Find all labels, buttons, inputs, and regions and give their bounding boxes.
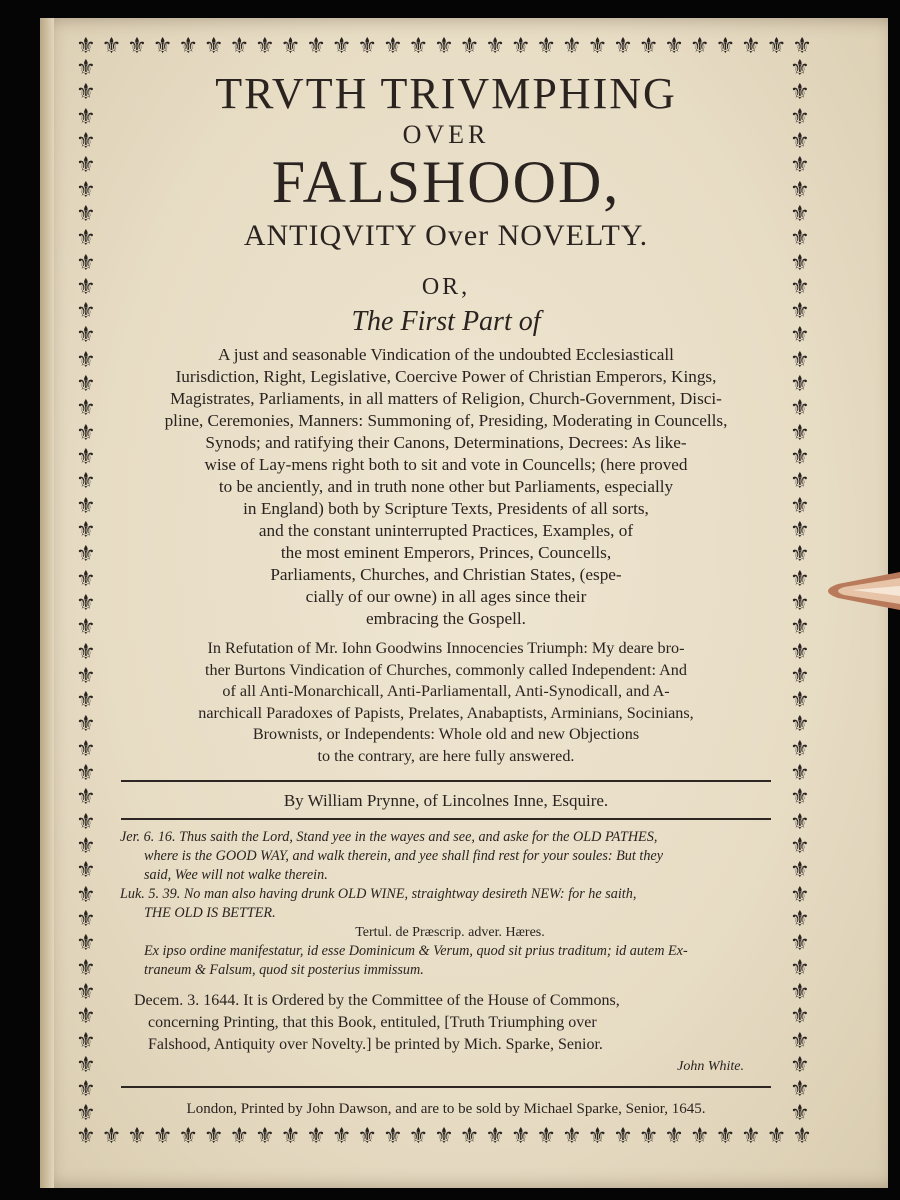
fleuron-icon: ⚜	[790, 566, 810, 592]
fleuron-icon: ⚜	[76, 80, 96, 106]
refutation-line: In Refutation of Mr. Iohn Goodwins Innocencies Triumph: My deare bro-	[207, 639, 685, 657]
fleuron-icon: ⚜	[790, 274, 810, 300]
fleuron-icon: ⚜	[485, 1126, 505, 1148]
imprint-line: London, Printed by John Dawson, and are to be sold by Michael Sparke, Senior, 1645.	[186, 1100, 706, 1117]
fleuron-icon: ⚜	[229, 36, 250, 58]
title-line-4: ANTIQVITY Over NOVELTY.	[243, 219, 649, 252]
divider-rule	[121, 818, 771, 820]
fleuron-icon: ⚜	[76, 250, 96, 276]
fleuron-icon: ⚜	[152, 36, 173, 58]
fleuron-icon: ⚜	[76, 834, 96, 859]
fleuron-icon: ⚜	[76, 493, 96, 519]
fleuron-icon: ⚜	[434, 36, 454, 58]
fleuron-icon: ⚜	[790, 590, 810, 616]
fleuron-icon: ⚜	[790, 517, 810, 543]
fleuron-icon: ⚜	[689, 1126, 710, 1148]
fleuron-icon: ⚜	[790, 1004, 810, 1030]
order-line: Decem. 3. 1644. It is Ordered by the Committee of the House of Commons,	[134, 991, 620, 1009]
fleuron-icon: ⚜	[790, 153, 810, 179]
fleuron-icon: ⚜	[76, 1126, 96, 1148]
description-line: wise of Lay-mens right both to sit and vote in Councells; (here proved	[204, 455, 688, 474]
fleuron-icon: ⚜	[280, 36, 301, 58]
latin-line: traneum & Falsum, quod sit posterius immissum.	[144, 961, 424, 978]
fleuron-icon: ⚜	[510, 36, 531, 58]
fleuron-icon: ⚜	[76, 906, 96, 932]
fleuron-icon: ⚜	[76, 615, 96, 641]
page-pin-icon	[818, 566, 900, 616]
fleuron-icon: ⚜	[306, 36, 326, 58]
fleuron-icon: ⚜	[76, 736, 96, 762]
fleuron-icon: ⚜	[790, 761, 810, 787]
fleuron-icon: ⚜	[664, 36, 685, 58]
fleuron-icon: ⚜	[459, 1126, 480, 1148]
fleuron-icon: ⚜	[255, 36, 275, 58]
fleuron-icon: ⚜	[178, 1126, 199, 1148]
fleuron-icon: ⚜	[76, 955, 96, 981]
fleuron-icon: ⚜	[331, 1126, 352, 1148]
fleuron-icon: ⚜	[76, 36, 96, 58]
fleuron-icon: ⚜	[664, 1126, 685, 1148]
fleuron-icon: ⚜	[613, 1126, 633, 1148]
fleuron-icon: ⚜	[203, 1126, 224, 1148]
fleuron-icon: ⚜	[76, 785, 96, 811]
author-line: By William Prynne, of Lincolnes Inne, Esquire.	[283, 790, 609, 810]
fleuron-icon: ⚜	[790, 1028, 810, 1054]
fleuron-icon: ⚜	[306, 1126, 326, 1148]
fleuron-icon: ⚜	[790, 736, 810, 762]
fleuron-icon: ⚜	[790, 785, 810, 811]
fleuron-icon: ⚜	[76, 931, 96, 957]
fleuron-icon: ⚜	[790, 493, 810, 519]
fleuron-icon: ⚜	[790, 445, 810, 470]
fleuron-icon: ⚜	[408, 36, 429, 58]
fleuron-icon: ⚜	[76, 323, 96, 349]
fleuron-icon: ⚜	[101, 36, 122, 58]
fleuron-icon: ⚜	[741, 36, 761, 58]
fleuron-icon: ⚜	[790, 177, 810, 203]
description-line: and the constant uninterrupted Practices, Examples, of	[258, 521, 634, 540]
fleuron-icon: ⚜	[280, 1126, 301, 1148]
fleuron-icon: ⚜	[331, 36, 352, 58]
page-gutter	[40, 18, 54, 1188]
description-line: cially of our owne) in all ages since their	[305, 587, 587, 606]
fleuron-icon: ⚜	[790, 58, 810, 81]
fleuron-icon: ⚜	[790, 834, 810, 859]
fleuron-icon: ⚜	[76, 566, 96, 592]
order-line: Falshood, Antiquity over Novelty.] be printed by Mich. Sparke, Senior.	[148, 1035, 603, 1053]
fleuron-icon: ⚜	[101, 1126, 122, 1148]
description-line: Synods; and ratifying their Canons, Determinations, Decrees: As like-	[205, 433, 687, 452]
fleuron-icon: ⚜	[76, 882, 96, 908]
quote-line: THE OLD IS BETTER.	[144, 904, 276, 921]
fleuron-icon: ⚜	[178, 36, 199, 58]
fleuron-icon: ⚜	[76, 372, 96, 398]
fleuron-icon: ⚜	[766, 36, 787, 58]
scripture-quotes	[120, 828, 780, 980]
fleuron-icon: ⚜	[790, 372, 810, 398]
signature: John White.	[677, 1058, 744, 1074]
fleuron-icon: ⚜	[127, 1126, 147, 1148]
refutation-line: of all Anti-Monarchicall, Anti-Parliamentall, Anti-Synodicall, and A-	[222, 682, 670, 701]
fleuron-icon: ⚜	[76, 153, 96, 179]
fleuron-icon: ⚜	[536, 36, 557, 58]
fleuron-icon: ⚜	[790, 955, 810, 981]
fleuron-icon: ⚜	[255, 1126, 275, 1148]
refutation-block	[110, 638, 782, 768]
fleuron-icon: ⚜	[76, 542, 96, 568]
fleuron-icon: ⚜	[790, 1077, 810, 1103]
fleuron-icon: ⚜	[790, 201, 810, 227]
fleuron-icon: ⚜	[587, 1126, 608, 1148]
description-line: Magistrates, Parliaments, in all matters of Religion, Church-Government, Disci-	[170, 389, 722, 408]
fleuron-icon: ⚜	[434, 1126, 454, 1148]
description-line: pline, Ceremonies, Manners: Summoning of, Presiding, Moderating in Councells,	[164, 411, 728, 430]
description-line: the most eminent Emperors, Princes, Councells,	[280, 543, 612, 562]
tertullian-citation: Tertul. de Præscrip. adver. Hæres.	[355, 924, 545, 940]
fleuron-icon: ⚜	[76, 104, 96, 130]
fleuron-icon: ⚜	[76, 445, 96, 470]
fleuron-icon: ⚜	[229, 1126, 250, 1148]
fleuron-icon: ⚜	[790, 615, 810, 641]
fleuron-icon: ⚜	[76, 1077, 96, 1103]
fleuron-icon: ⚜	[790, 323, 810, 349]
fleuron-icon: ⚜	[536, 1126, 557, 1148]
fleuron-icon: ⚜	[76, 226, 96, 252]
title-page-text	[110, 64, 782, 1124]
fleuron-icon: ⚜	[741, 1126, 761, 1148]
latin-line: Ex ipso ordine manifestatur, id esse Dominicum & Verum, quod sit prius traditum; id autem Ex-	[144, 942, 688, 959]
fleuron-icon: ⚜	[790, 420, 810, 446]
fleuron-icon: ⚜	[76, 979, 96, 1005]
description-line: Parliaments, Churches, and Christian States, (espe-	[270, 565, 622, 584]
border-top	[76, 36, 812, 58]
fleuron-icon: ⚜	[790, 712, 810, 738]
fleuron-icon: ⚜	[790, 663, 810, 689]
quote-line: Jer. 6. 16. Thus saith the Lord, Stand yee in the wayes and see, and aske for the OLD PATHES,	[120, 828, 658, 845]
fleuron-icon: ⚜	[76, 420, 96, 446]
title-line-1: TRVTH TRIVMPHING	[215, 69, 677, 118]
fleuron-icon: ⚜	[357, 1126, 378, 1148]
fleuron-icon: ⚜	[790, 347, 810, 373]
fleuron-icon: ⚜	[790, 128, 810, 154]
fleuron-icon: ⚜	[76, 590, 96, 616]
quote-line: Luk. 5. 39. No man also having drunk OLD WINE, straightway desireth NEW: for he saith,	[120, 885, 637, 902]
fleuron-icon: ⚜	[790, 688, 810, 714]
title-line-2: OVER	[402, 120, 490, 149]
divider-rule	[121, 780, 771, 782]
fleuron-icon: ⚜	[203, 36, 224, 58]
fleuron-icon: ⚜	[76, 274, 96, 300]
description-line: in England) both by Scripture Texts, Presidents of all sorts,	[243, 499, 649, 518]
fleuron-icon: ⚜	[790, 80, 810, 106]
refutation-line: ther Burtons Vindication of Churches, commonly called Independent: And	[204, 660, 687, 679]
refutation-line: Brownists, or Independents: Whole old and new Objections	[252, 725, 640, 744]
fleuron-icon: ⚜	[790, 226, 810, 252]
description-line: A just and seasonable Vindication of the undoubted Ecclesiasticall	[218, 345, 674, 364]
fleuron-icon: ⚜	[790, 639, 810, 665]
divider-rule	[121, 1086, 771, 1088]
fleuron-icon: ⚜	[76, 639, 96, 665]
fleuron-icon: ⚜	[587, 36, 608, 58]
description-block	[110, 344, 782, 630]
fleuron-icon: ⚜	[357, 36, 378, 58]
fleuron-icon: ⚜	[127, 36, 147, 58]
fleuron-icon: ⚜	[76, 663, 96, 689]
printing-order	[134, 990, 774, 1078]
title-line-3: FALSHOOD,	[271, 149, 621, 215]
fleuron-icon: ⚜	[76, 688, 96, 714]
fleuron-icon: ⚜	[408, 1126, 429, 1148]
fleuron-icon: ⚜	[790, 542, 810, 568]
fleuron-icon: ⚜	[76, 761, 96, 787]
fleuron-icon: ⚜	[561, 36, 582, 58]
fleuron-icon: ⚜	[790, 931, 810, 957]
fleuron-icon: ⚜	[76, 396, 96, 422]
fleuron-icon: ⚜	[76, 858, 96, 884]
fleuron-icon: ⚜	[76, 517, 96, 543]
border-right	[790, 58, 810, 1126]
fleuron-icon: ⚜	[790, 104, 810, 130]
fleuron-icon: ⚜	[790, 1101, 810, 1126]
fleuron-icon: ⚜	[76, 469, 96, 495]
title-part: The First Part of	[351, 306, 541, 337]
fleuron-icon: ⚜	[689, 36, 710, 58]
fleuron-icon: ⚜	[76, 299, 96, 325]
fleuron-icon: ⚜	[76, 809, 96, 835]
fleuron-icon: ⚜	[766, 1126, 787, 1148]
fleuron-icon: ⚜	[638, 1126, 659, 1148]
fleuron-icon: ⚜	[76, 201, 96, 227]
fleuron-icon: ⚜	[152, 1126, 173, 1148]
fleuron-icon: ⚜	[790, 906, 810, 932]
fleuron-icon: ⚜	[613, 36, 633, 58]
quote-line: said, Wee will not walke therein.	[144, 866, 328, 883]
refutation-line: to the contrary, are here fully answered.	[317, 746, 575, 765]
fleuron-icon: ⚜	[382, 36, 403, 58]
fleuron-icon: ⚜	[715, 36, 736, 58]
fleuron-icon: ⚜	[76, 712, 96, 738]
fleuron-icon: ⚜	[76, 177, 96, 203]
fleuron-icon: ⚜	[76, 347, 96, 373]
fleuron-icon: ⚜	[790, 1052, 810, 1078]
description-line: to be anciently, and in truth none other but Parliaments, especially	[218, 477, 674, 496]
fleuron-icon: ⚜	[790, 809, 810, 835]
quote-line: where is the GOOD WAY, and walk therein, and yee shall find rest for your soules: But they	[144, 847, 664, 864]
border-left	[76, 58, 96, 1126]
fleuron-icon: ⚜	[790, 882, 810, 908]
description-line: Iurisdiction, Right, Legislative, Coercive Power of Christian Emperors, Kings,	[175, 367, 717, 386]
border-bottom	[76, 1126, 812, 1148]
fleuron-icon: ⚜	[790, 469, 810, 495]
fleuron-icon: ⚜	[790, 299, 810, 325]
fleuron-icon: ⚜	[485, 36, 505, 58]
fleuron-icon: ⚜	[790, 979, 810, 1005]
fleuron-icon: ⚜	[510, 1126, 531, 1148]
fleuron-icon: ⚜	[76, 128, 96, 154]
fleuron-icon: ⚜	[638, 36, 659, 58]
fleuron-icon: ⚜	[792, 1126, 812, 1148]
fleuron-icon: ⚜	[715, 1126, 736, 1148]
fleuron-icon: ⚜	[459, 36, 480, 58]
fleuron-icon: ⚜	[790, 858, 810, 884]
fleuron-icon: ⚜	[76, 58, 96, 81]
fleuron-icon: ⚜	[790, 396, 810, 422]
fleuron-icon: ⚜	[76, 1052, 96, 1078]
fleuron-icon: ⚜	[790, 250, 810, 276]
fleuron-icon: ⚜	[76, 1101, 96, 1126]
order-line: concerning Printing, that this Book, entituled, [Truth Triumphing over	[148, 1013, 597, 1031]
description-line: embracing the Gospell.	[366, 609, 526, 628]
fleuron-icon: ⚜	[382, 1126, 403, 1148]
fleuron-icon: ⚜	[561, 1126, 582, 1148]
refutation-line: narchicall Paradoxes of Papists, Prelates, Anabaptists, Arminians, Socinians,	[198, 703, 694, 722]
fleuron-icon: ⚜	[76, 1004, 96, 1030]
fleuron-icon: ⚜	[792, 36, 812, 58]
title-or: OR,	[421, 274, 471, 300]
fleuron-icon: ⚜	[76, 1028, 96, 1054]
